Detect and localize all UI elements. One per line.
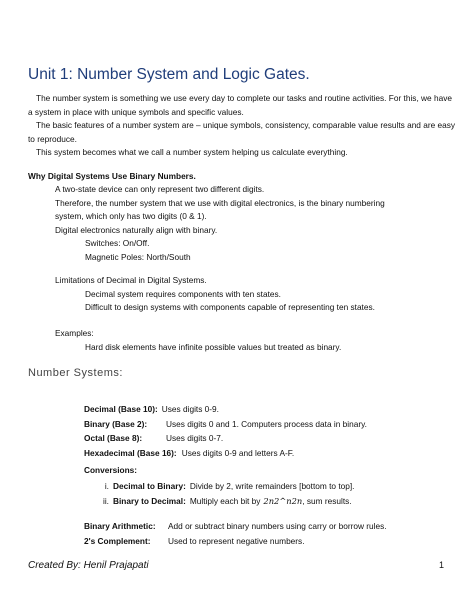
examples-subitem: Hard disk elements have infinite possible values but treated as binary. (85, 341, 342, 352)
extra-list (84, 519, 387, 549)
conversion-number: i. (104, 481, 109, 491)
why-binary-heading: Why Digital Systems Use Binary Numbers. (28, 171, 196, 181)
why-binary-line: Digital electronics naturally align with binary. (55, 224, 218, 235)
page-number: 1 (438, 560, 444, 570)
extra-label: Binary Arithmetic: (84, 521, 156, 531)
limitations-subitem: Difficult to design systems with components capable of representing ten states. (85, 302, 375, 313)
base-label: Hexadecimal (Base 16): (84, 447, 177, 458)
conversion-number: ii. (103, 495, 109, 506)
conversion-desc: Divide by 2, write remainders [bottom to top]. (189, 481, 355, 491)
conversion-math: 2n2^n2n (263, 495, 303, 506)
bases-list (84, 402, 367, 460)
base-desc: Uses digits 0-9 and letters A-F. (181, 447, 295, 458)
examples-heading: Examples: (55, 328, 94, 338)
why-binary-line: system, which only has two digits (0 & 1). (55, 211, 207, 222)
extra-row (84, 534, 387, 549)
examples-block (55, 327, 341, 354)
why-binary-body (55, 183, 385, 265)
conversion-desc: , sum results. (302, 495, 352, 506)
number-systems-heading: Number Systems: (28, 367, 123, 379)
why-binary-subitem: Switches: On/Off. (85, 238, 150, 249)
conversion-label: Binary to Decimal: (113, 495, 186, 506)
extra-row (84, 519, 387, 534)
intro-paragraph: The number system is something we use every day to complete our tasks and routine activities. For this, we have a system in place with unique symbols and specific values. (28, 93, 452, 117)
limitations-block (55, 274, 375, 315)
intro-paragraph: The basic features of a number system are – unique symbols, consistency, comparable value results and are easy to reproduce. (28, 120, 456, 144)
extra-label: 2's Complement: (84, 536, 151, 546)
base-row (84, 402, 367, 417)
footer-author: Created By: Henil Prajapati (28, 560, 149, 571)
base-row (84, 431, 367, 446)
why-binary-line: Therefore, the number system that we use with digital electronics, is the binary numbering (55, 197, 385, 208)
extra-desc: Add or subtract binary numbers using carry or borrow rules. (168, 521, 387, 531)
intro-paragraphs (28, 92, 458, 160)
conversion-item (92, 494, 355, 509)
page-title: Unit 1: Number System and Logic Gates. (28, 66, 310, 83)
extra-desc: Used to represent negative numbers. (168, 536, 305, 546)
limitations-heading: Limitations of Decimal in Digital Systems. (55, 275, 207, 285)
base-label: Decimal (Base 10): (84, 404, 158, 414)
limitations-subitem: Decimal system requires components with ten states. (85, 288, 281, 299)
why-binary-subitem: Magnetic Poles: North/South (85, 251, 191, 262)
conversions-heading: Conversions: (84, 465, 138, 475)
conversion-label: Decimal to Binary: (113, 481, 186, 491)
base-desc: Uses digits 0 and 1. Computers process data in binary. (166, 418, 367, 429)
intro-paragraph: This system becomes what we call a number system helping us calculate everything. (36, 147, 348, 157)
conversion-desc: Multiply each bit by (189, 495, 261, 506)
conversions-list (92, 479, 355, 508)
base-row (84, 446, 367, 461)
base-label: Binary (Base 2): (84, 418, 148, 429)
base-row (84, 417, 367, 432)
base-desc: Uses digits 0-9. (161, 404, 219, 414)
conversion-item (92, 479, 355, 494)
why-binary-line: A two-state device can only represent two different digits. (55, 184, 265, 194)
base-desc: Uses digits 0-7. (166, 433, 224, 443)
base-label: Octal (Base 8): (84, 433, 143, 443)
